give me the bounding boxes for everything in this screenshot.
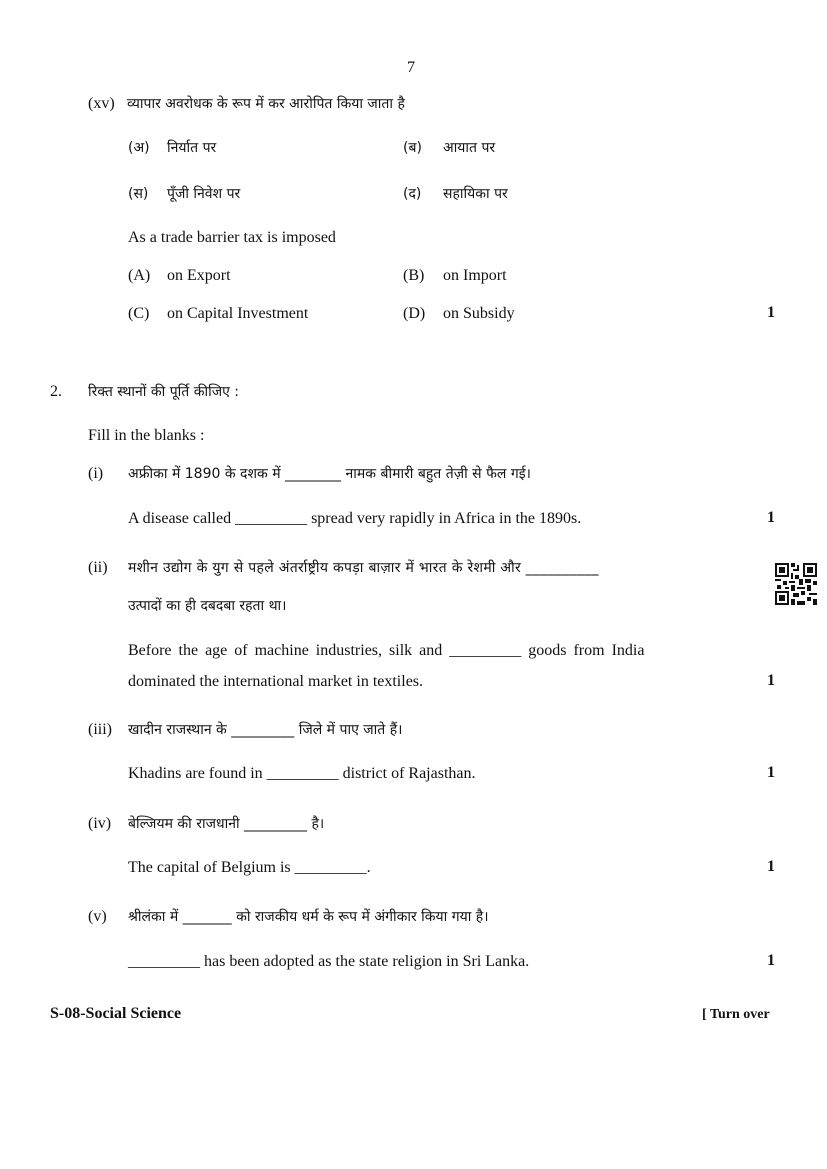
option-label: (C)	[128, 305, 150, 322]
item-english-line1: Before the age of machine industries, silk and _________ goods from India	[128, 642, 645, 659]
marks: 1	[767, 952, 775, 969]
question-xv-hindi: व्यापार अवरोधक के रूप में कर आरोपित किया जाता है	[127, 96, 405, 112]
item-english: A disease called _________ spread very rapidly in Africa in the 1890s.	[128, 510, 582, 527]
item-hindi: अफ्रीका में 1890 के दशक में ________ नामक बीमारी बहुत तेज़ी से फैल गई।	[128, 466, 531, 482]
option-text: पूँजी निवेश पर	[167, 186, 241, 202]
item-english: _________ has been adopted as the state religion in Sri Lanka.	[128, 953, 530, 970]
option-label: (द)	[403, 186, 422, 202]
option-label: (ब)	[403, 140, 422, 156]
question-2-hindi-heading: रिक्त स्थानों की पूर्ति कीजिए :	[88, 384, 240, 400]
item-number: (v)	[88, 908, 107, 925]
marks: 1	[767, 672, 775, 689]
option-text: निर्यात पर	[167, 140, 217, 156]
item-english: The capital of Belgium is _________.	[128, 859, 371, 876]
item-english: Khadins are found in _________ district of Rajasthan.	[128, 765, 476, 782]
item-number: (iv)	[88, 815, 112, 832]
question-number-2: 2.	[50, 383, 62, 400]
footer-turn-over: [ Turn over	[702, 1007, 770, 1022]
question-xv-english: As a trade barrier tax is imposed	[128, 229, 336, 246]
item-hindi-line1: मशीन उद्योग के युग से पहले अंतर्राष्ट्रीय कपड़ा बाज़ार में भारत के रेशमी और __________	[128, 560, 599, 576]
option-label: (अ)	[128, 140, 150, 156]
option-text: on Capital Investment	[167, 305, 309, 322]
question-number-xv: (xv)	[88, 95, 115, 112]
marks: 1	[767, 304, 775, 321]
option-text: on Subsidy	[443, 305, 515, 322]
marks: 1	[767, 764, 775, 781]
qr-code	[775, 563, 817, 605]
item-hindi: खादीन राजस्थान के _________ जिले में पाए जाते हैं।	[128, 722, 403, 738]
option-label: (A)	[128, 267, 151, 284]
question-2-english-heading: Fill in the blanks :	[88, 427, 205, 444]
item-hindi: श्रीलंका में _______ को राजकीय धर्म के रूप में अंगीकार किया गया है।	[128, 909, 489, 925]
option-text: आयात पर	[443, 140, 496, 156]
option-label: (स)	[128, 186, 149, 202]
option-label: (D)	[403, 305, 426, 322]
option-text: सहायिका पर	[443, 186, 508, 202]
option-text: on Export	[167, 267, 231, 284]
page-number: 7	[407, 59, 415, 76]
marks: 1	[767, 509, 775, 526]
footer-subject-code: S-08-Social Science	[50, 1005, 182, 1022]
item-hindi-line2: उत्पादों का ही दबदबा रहता था।	[128, 598, 287, 614]
option-text: on Import	[443, 267, 507, 284]
item-english-line2: dominated the international market in textiles.	[128, 673, 424, 690]
item-number: (iii)	[88, 721, 112, 738]
item-hindi: बेल्जियम की राजधानी _________ है।	[128, 816, 325, 832]
item-number: (ii)	[88, 559, 108, 576]
marks: 1	[767, 858, 775, 875]
option-label: (B)	[403, 267, 425, 284]
item-number: (i)	[88, 465, 104, 482]
